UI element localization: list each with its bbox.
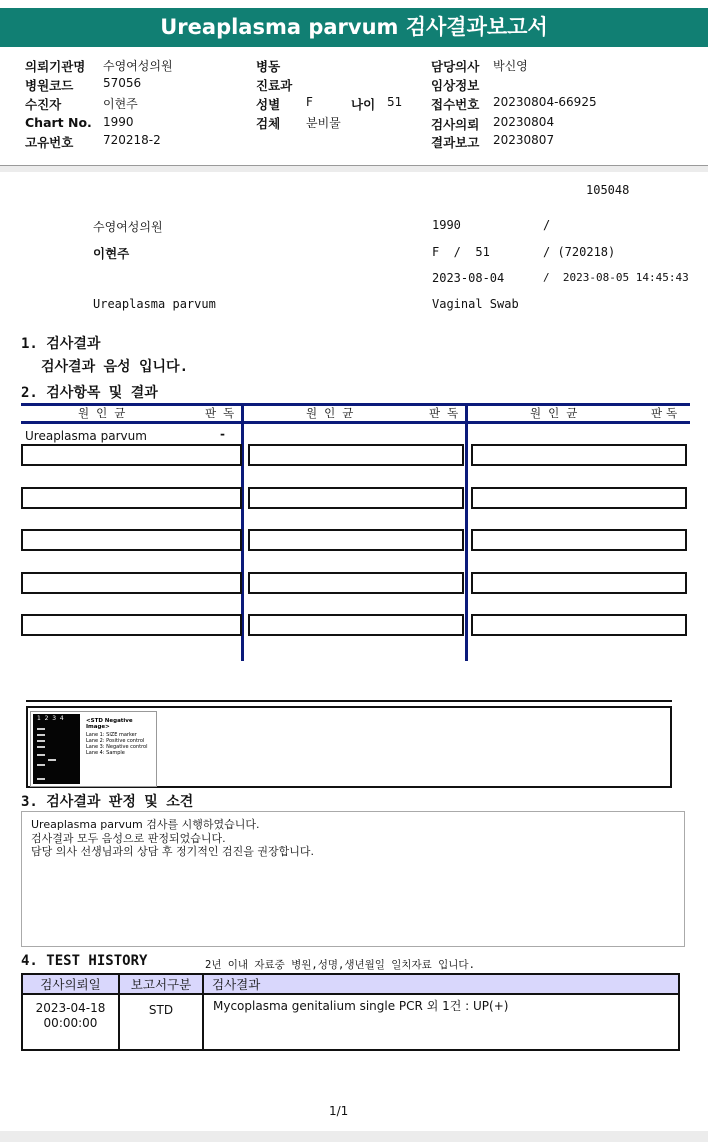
result-box xyxy=(471,487,687,509)
col1-pathogen: 원인균 xyxy=(78,406,133,420)
col2-pathogen: 원인균 xyxy=(306,406,361,420)
code-label: 병원코드 xyxy=(25,78,74,93)
section4-title: 4. TEST HISTORY xyxy=(21,953,148,969)
code-value: 57056 xyxy=(103,76,142,90)
result-box xyxy=(21,614,242,636)
chart-label: Chart No. xyxy=(25,115,92,130)
opinion-box xyxy=(21,811,685,947)
history-date: 2023-04-18 xyxy=(35,1001,106,1015)
gel-lane3: Lane 3: Negative control xyxy=(86,744,148,750)
result-box xyxy=(471,529,687,551)
body-chart: 1990 xyxy=(432,218,461,232)
gel-lane1: Lane 1: SIZE marker xyxy=(86,732,137,738)
history-time: 00:00:00 xyxy=(43,1016,98,1030)
result-box xyxy=(471,572,687,594)
result-box xyxy=(248,444,464,466)
body-birth: / (720218) xyxy=(543,245,616,259)
result-box xyxy=(471,444,687,466)
history-col-type: 보고서구분 xyxy=(119,974,203,994)
id-number: 105048 xyxy=(586,183,630,197)
header-band xyxy=(0,166,708,172)
request-value: 20230804 xyxy=(493,115,555,129)
history-table xyxy=(21,973,680,1051)
result-box xyxy=(248,529,464,551)
body-date2: / 2023-08-05 14:45:43 xyxy=(543,271,689,284)
hospital-value: 수영여성의원 xyxy=(103,59,173,73)
history-header-row xyxy=(22,974,679,994)
uid-value: 720218-2 xyxy=(103,133,161,147)
specimen-value: 분비물 xyxy=(306,116,341,130)
specimen-label: 검체 xyxy=(256,116,281,131)
sex-label: 성별 xyxy=(256,97,281,112)
col3-pathogen: 원인균 xyxy=(530,406,585,420)
col1-judgement: 판독 xyxy=(205,406,242,420)
chart-value: 1990 xyxy=(103,115,134,129)
result-item-name: Ureaplasma parvum xyxy=(25,429,147,443)
hospital-label: 의뢰기관명 xyxy=(25,59,86,74)
opinion-line-1: Ureaplasma parvum 검사를 시행하였습니다. xyxy=(31,818,260,831)
result-box xyxy=(471,614,687,636)
request-label: 검사의뢰 xyxy=(431,117,480,132)
section1-text: 검사결과 음성 입니다. xyxy=(41,359,189,375)
doctor-value: 박신영 xyxy=(493,59,528,73)
history-date-cell xyxy=(22,994,119,1050)
gel-photo xyxy=(33,714,80,784)
body-date1: 2023-08-04 xyxy=(432,271,505,285)
result-box xyxy=(248,572,464,594)
result-box xyxy=(248,487,464,509)
clinical-label: 임상정보 xyxy=(431,78,480,93)
result-box xyxy=(21,487,242,509)
gel-lane-numbers: 1 2 3 4 xyxy=(37,715,64,722)
image-section-rule xyxy=(26,700,672,702)
gel-lane4: Lane 4: Sample xyxy=(86,750,125,756)
body-chart-slash: / xyxy=(543,218,551,232)
report-label: 결과보고 xyxy=(431,135,480,150)
history-col-result: 검사결과 xyxy=(203,974,679,994)
result-box xyxy=(21,529,242,551)
col3-judgement: 판독 xyxy=(651,406,682,420)
history-result: Mycoplasma genitalium single PCR 외 1건 : UP(+) xyxy=(203,994,679,1050)
result-box xyxy=(248,614,464,636)
patient-value: 이현주 xyxy=(103,97,138,111)
results-divider-2 xyxy=(465,403,468,661)
section1-title: 1. 검사결과 xyxy=(21,336,101,352)
age-label: 나이 xyxy=(351,97,376,112)
report-title: Ureaplasma parvum 검사결과보고서 xyxy=(0,8,708,47)
body-sample: Vaginal Swab xyxy=(432,297,519,311)
patient-label: 수진자 xyxy=(25,97,62,112)
body-hospital: 수영여성의원 xyxy=(93,220,163,234)
body-test-name: Ureaplasma parvum xyxy=(93,297,216,311)
gel-caption-title: <STD Negative Image> xyxy=(86,718,133,730)
results-head-rule xyxy=(21,421,690,424)
page-footer-band xyxy=(0,1131,708,1142)
section4-note: 2년 이내 자료중 병원,성명,생년월일 일치자료 입니다. xyxy=(205,959,475,971)
section3-title: 3. 검사결과 판정 및 소견 xyxy=(21,794,194,810)
col2-judgement: 판독 xyxy=(429,406,466,420)
gel-image xyxy=(30,711,157,787)
history-type: STD xyxy=(119,994,203,1050)
result-box xyxy=(21,444,242,466)
sex-value: F xyxy=(306,95,313,109)
uid-label: 고유번호 xyxy=(25,135,74,150)
section2-title: 2. 검사항목 및 결과 xyxy=(21,385,158,401)
doctor-label: 담당의사 xyxy=(431,59,480,74)
report-value: 20230807 xyxy=(493,133,555,147)
ward-label: 병동 xyxy=(256,59,281,74)
receipt-label: 접수번호 xyxy=(431,97,480,112)
receipt-value: 20230804-66925 xyxy=(493,95,597,109)
page-number: 1/1 xyxy=(329,1104,349,1118)
body-patient: 이현주 xyxy=(93,246,130,261)
age-value: 51 xyxy=(387,95,403,109)
result-item-value: - xyxy=(220,427,225,441)
body-sex-age: F / 51 xyxy=(432,245,490,259)
table-row xyxy=(22,994,679,1050)
dept-label: 진료과 xyxy=(256,78,293,93)
result-box xyxy=(21,572,242,594)
history-col-date: 검사의뢰일 xyxy=(22,974,119,994)
gel-lane2: Lane 2: Positive control xyxy=(86,738,145,744)
opinion-line-3: 담당 의사 선생님과의 상담 후 정기적인 검진을 권장합니다. xyxy=(31,845,314,858)
opinion-line-2: 검사결과 모두 음성으로 판정되었습니다. xyxy=(31,831,226,845)
